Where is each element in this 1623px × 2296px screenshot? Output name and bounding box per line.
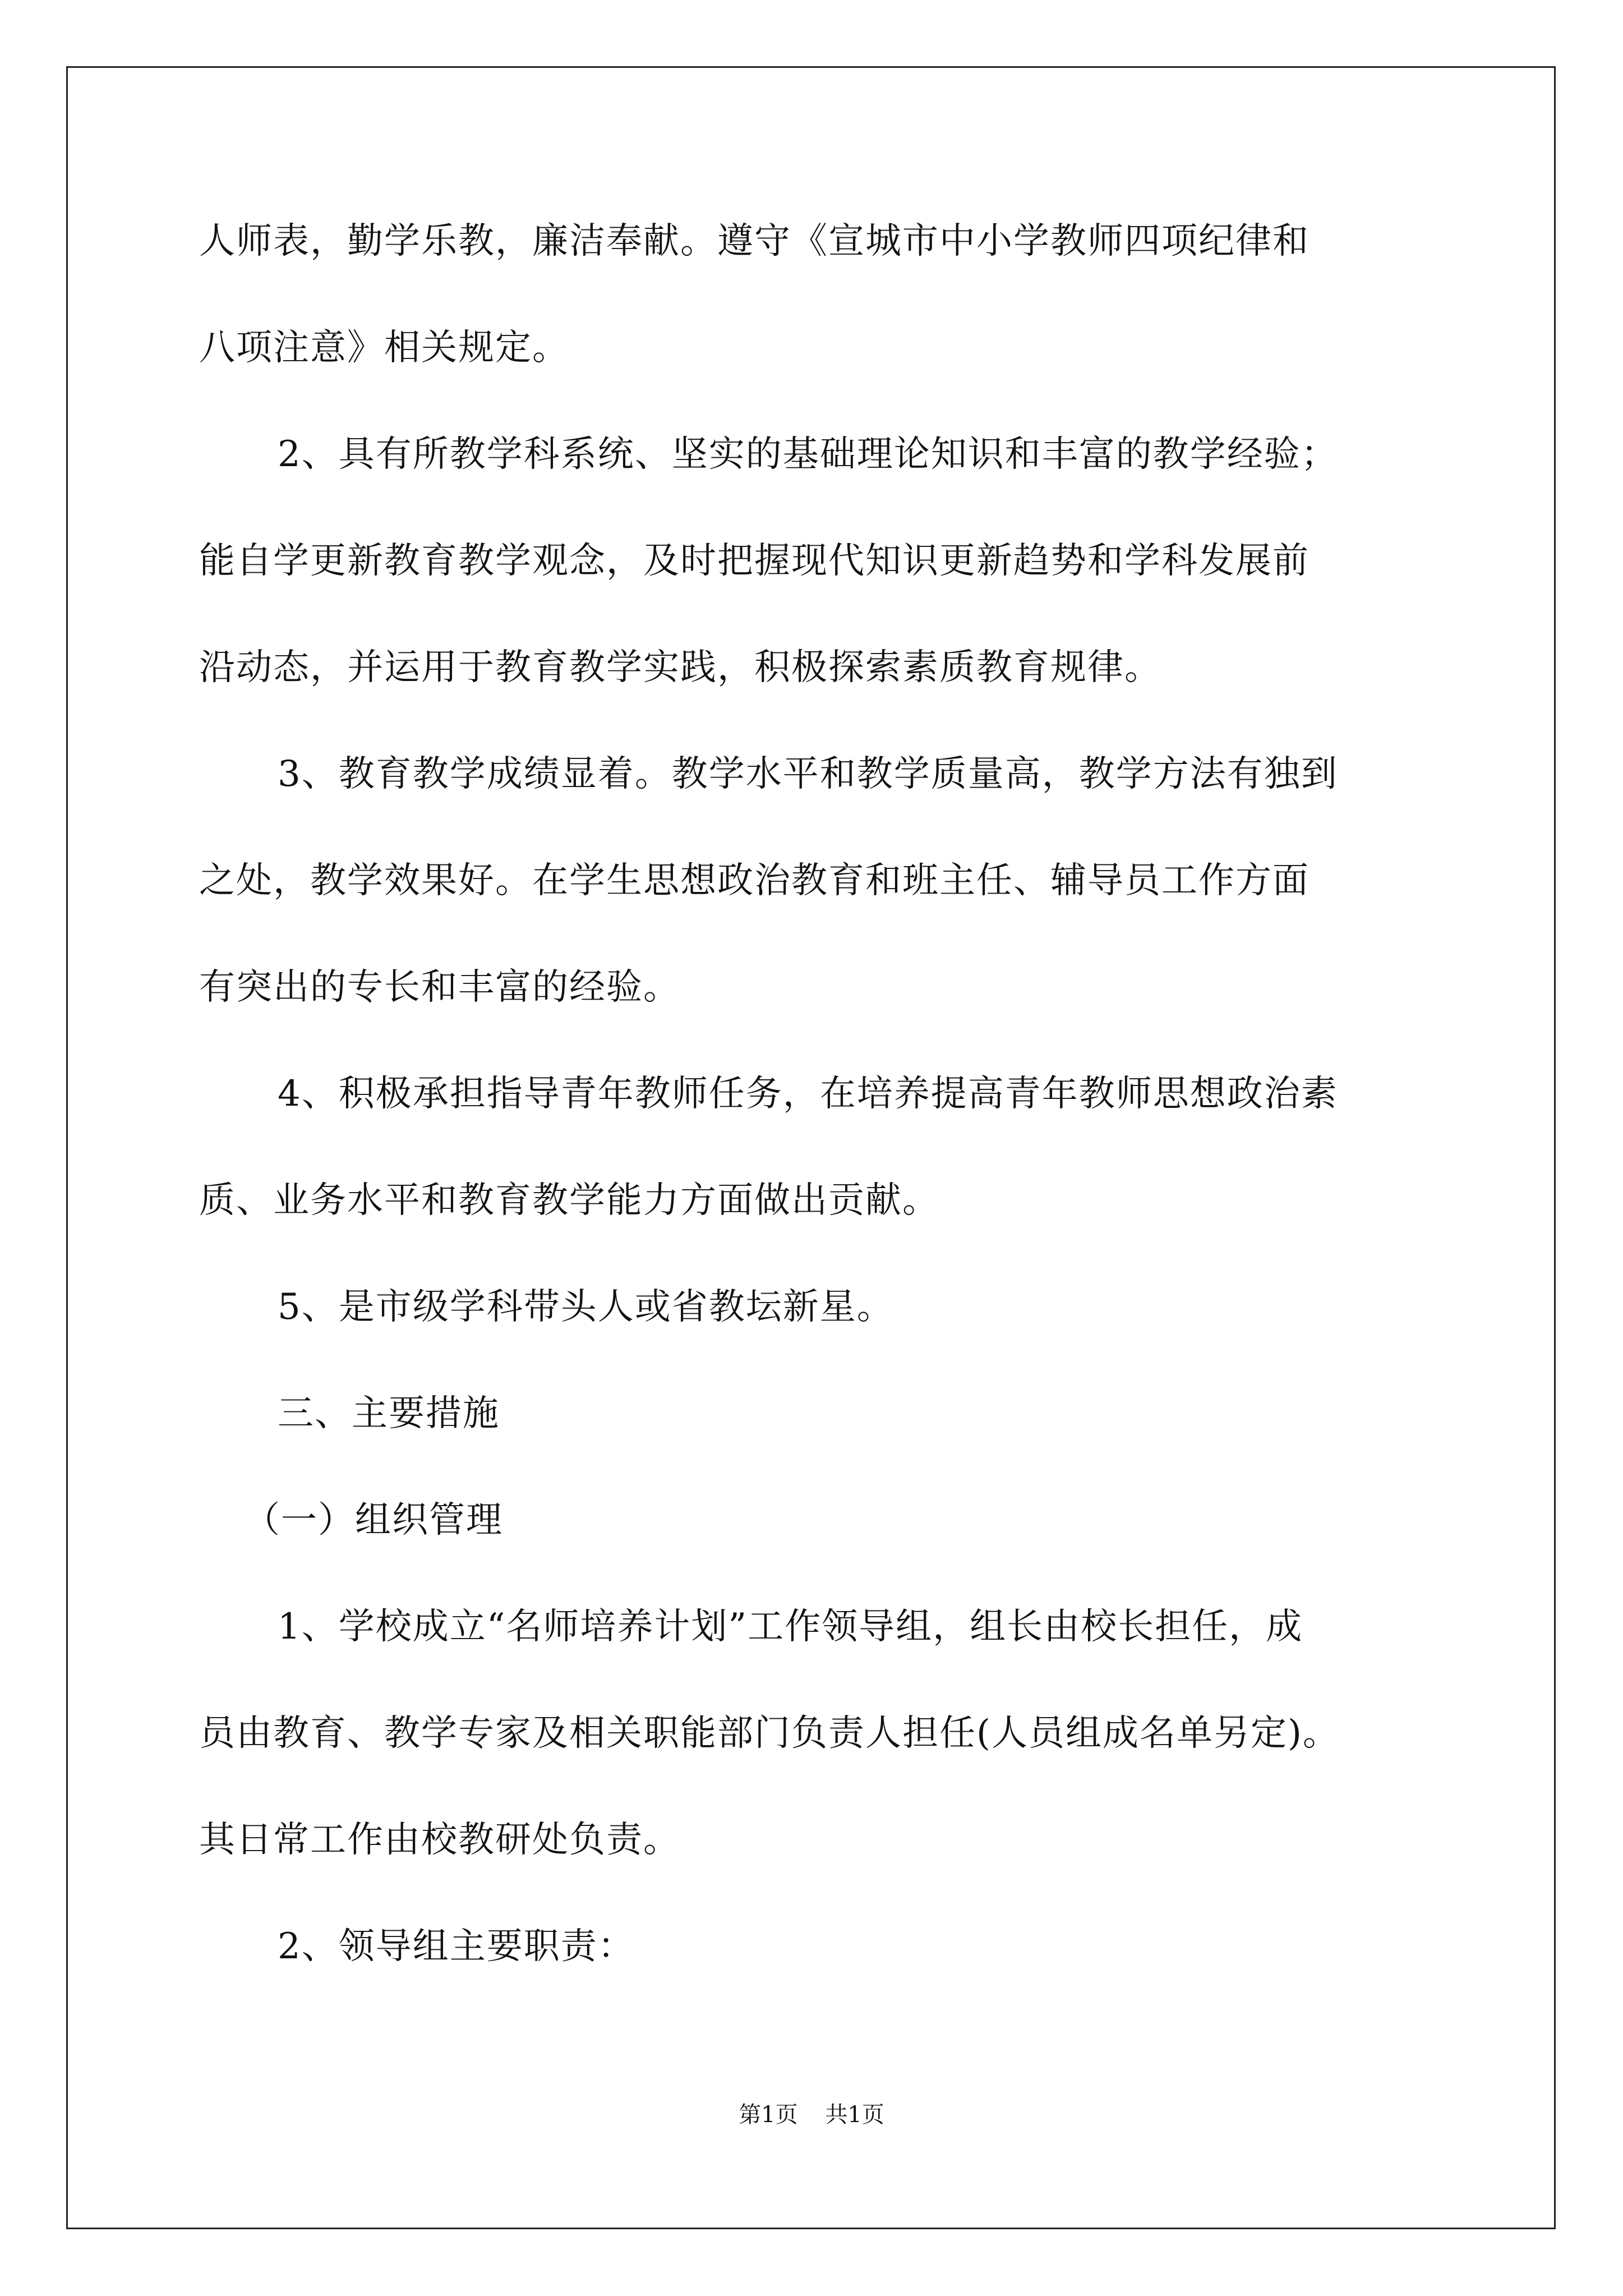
text-line: 有突出的专长和丰富的经验。 <box>199 967 680 1008</box>
section-heading: 三、主要措施 <box>278 1393 500 1434</box>
text-line: 八项注意》相关规定。 <box>199 327 569 369</box>
page-footer <box>0 2101 1623 2129</box>
subsection-heading: （一）组织管理 <box>244 1499 503 1541</box>
paragraph-start: 2、领导组主要职责： <box>278 1926 635 1967</box>
text-line: 员由教育、教学专家及相关职能部门负责人担任(人员组成名单另定)。 <box>199 1713 1340 1754</box>
paragraph-start: 3、教育教学成绩显着。教学水平和教学质量高，教学方法有独到 <box>278 753 1338 795</box>
text-line: 之处，教学效果好。在学生思想政治教育和班主任、辅导员工作方面 <box>199 860 1310 901</box>
text-line: 其日常工作由校教研处负责。 <box>199 1819 680 1861</box>
paragraph-start: 2、具有所教学科系统、坚实的基础理论知识和丰富的教学经验； <box>278 434 1338 475</box>
text-line: 能自学更新教育教学观念，及时把握现代知识更新趋势和学科发展前 <box>199 540 1310 582</box>
text-line: 人师表，勤学乐教，廉洁奉献。遵守《宣城市中小学教师四项纪律和 <box>199 220 1310 262</box>
paragraph-start: 5、是市级学科带头人或省教坛新星。 <box>278 1286 894 1328</box>
page-number-current: 第1页 <box>739 2102 798 2128</box>
paragraph-start: 1、学校成立“名师培养计划”工作领导组，组长由校长担任，成 <box>278 1606 1303 1648</box>
page-number-total: 共1页 <box>825 2102 884 2128</box>
text-line: 质、业务水平和教育教学能力方面做出贡献。 <box>199 1180 939 1221</box>
document-body <box>199 219 1433 2031</box>
text-line: 沿动态，并运用于教育教学实践，积极探索素质教育规律。 <box>199 647 1161 688</box>
paragraph-start: 4、积极承担指导青年教师任务，在培养提高青年教师思想政治素 <box>278 1073 1338 1115</box>
